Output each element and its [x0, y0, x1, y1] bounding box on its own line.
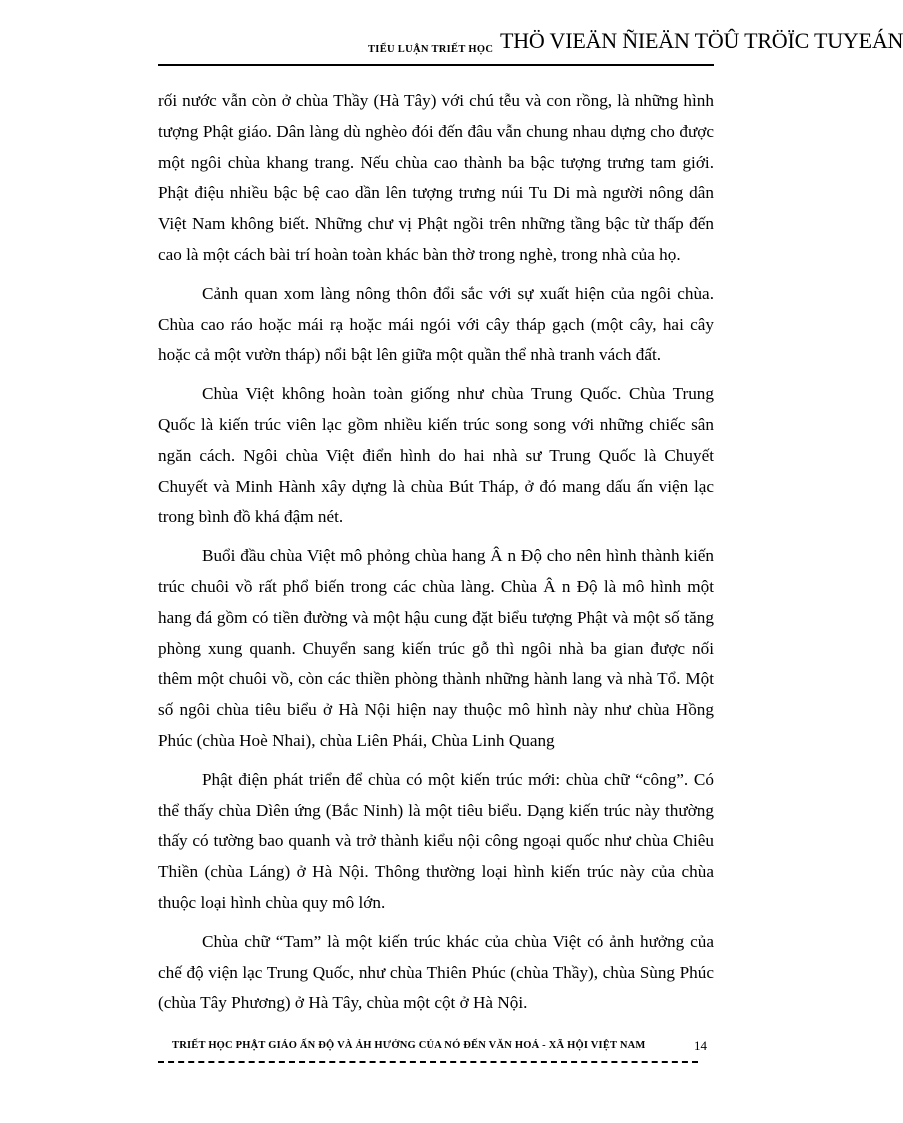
paragraph-5: Phật điện phát triển để chùa có một kiến trúc mới: chùa chữ “công”. Có thể thấy chùa Dìên ứng (Bắc Ninh) là một tiêu biểu. Dạng kiến trúc này thường thấy có tường bao quanh và trở thành kiểu nội công ngoại quốc như chùa Chiêu Thiền (chùa Láng) ở Hà Nội. Thông thường loại hình kiến trúc này của chùa thuộc loại hình chùa quy mô lớn.: [158, 769, 714, 912]
page-number: 14: [694, 1038, 707, 1053]
footer-divider: [158, 1061, 698, 1063]
paragraph-4: Buổi đầu chùa Việt mô phỏng chùa hang Â n Độ cho nên hình thành kiến trúc chuôi vồ rất phổ biến trong các chùa làng. Chùa Â n Độ là mô hình một hang đá gồm có tiền đường và một hậu cung đặt biểu tượng Phật và một số tăng phòng xung quanh. Chuyển sang kiến trúc gỗ thì ngôi nhà ba gian được nối thêm một chuôi vồ, còn các thiền phòng thành những hành lang và nhà Tổ. Một số ngôi chùa tiêu biểu ở Hà Nội hiện nay thuộc mô hình này như chùa Hồng Phúc (chùa Hoè Nhai), chùa Liên Phái, Chùa Linh Quang: [158, 546, 714, 750]
paragraph-6: Chùa chữ “Tam” là một kiến trúc khác của chùa Việt có ảnh hưởng của chế độ viện lạc Trung Quốc, như chùa Thiên Phúc (chùa Thầy), chùa Sùng Phúc (chùa Tây Phương) ở Hà Tây, chùa một cột ở Hà Nội.: [158, 931, 714, 1013]
header-subtitle: TIỂU LUẬN TRIẾT HỌC: [368, 44, 494, 55]
footer-title: TRIẾT HỌC PHẬT GIÁO ẤN ĐỘ VÀ ẢH HƯỞNG CỦA NÓ ĐẾN VĂN HOÁ - XÃ HỘI VIỆT NAM: [172, 1040, 646, 1051]
paragraph-3: Chùa Việt không hoàn toàn giống như chùa Trung Quốc. Chùa Trung Quốc là kiến trúc viên lạc gồm nhiều kiến trúc song song với những chiếc sân ngăn cách. Ngôi chùa Việt điển hình do hai nhà sư Trung Quốc là Chuyết Chuyết và Minh Hành xây dựng là chùa Bút Tháp, ở đó mang dấu ấn viện lạc trong bình đồ khá đậm nét.: [158, 384, 714, 527]
header-library-title: THÖ VIEÄN ÑIEÄN TÖÛ TRÖÏC TUYEÁN: [500, 28, 903, 53]
header-divider: [158, 64, 714, 66]
document-body: [158, 86, 714, 1027]
paragraph-2: Cảnh quan xom làng nông thôn đổi sắc với sự xuất hiện của ngôi chùa. Chùa cao ráo hoặc mái rạ hoặc mái ngói với cây tháp gạch (một cây, hai cây hoặc cả một vườn tháp) nổi bật lên giữa một quần thể nhà tranh vách đất.: [158, 283, 714, 365]
paragraph-1: rối nước vẫn còn ở chùa Thầy (Hà Tây) với chú tễu và con rồng, là những hình tượng Phật giáo. Dân làng dù nghèo đói đến đâu vẫn chung nhau dựng cho được một ngôi chùa khang trang. Nếu chùa cao thành ba bậc tượng trưng tam giới. Phật điệu nhiều bậc bệ cao dần lên tượng trưng núi Tu Di mà người nông dân Việt Nam không biết. Những chư vị Phật ngồi trên những tầng bậc từ thấp đến cao là một cách bài trí hoàn toàn khác bàn thờ trong nghè, trong nhà của họ.: [158, 91, 714, 264]
